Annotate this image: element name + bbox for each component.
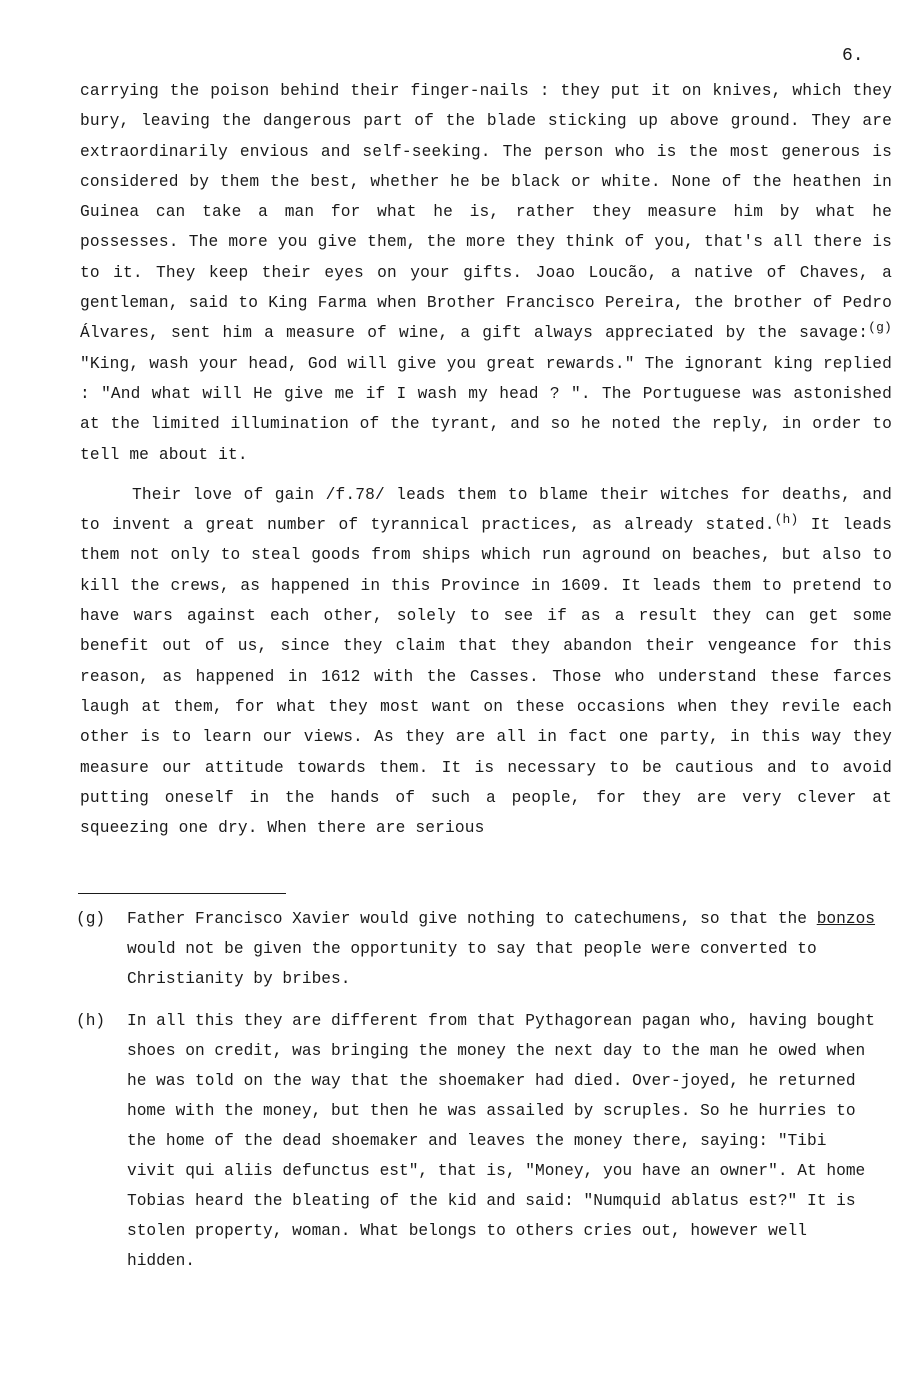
paragraph-1-text-b: "King, wash your head, God will give you great rewards." The ignorant king replied : "And what will He give me if I wash my head ? ". The Portuguese was astonished at the limited illumination of the tyrant, and so he noted the reply, in order to tell me about it. <box>80 354 892 464</box>
footnote-g-text-before: Father Francisco Xavier would give nothing to catechumens, so that the <box>127 910 807 928</box>
footnote-separator <box>78 893 286 894</box>
footnote-g <box>76 904 876 994</box>
note-ref-h: (h) <box>774 512 799 528</box>
paragraph-2-text-b: It leads them not only to steal goods from ships which run aground on beaches, but also to kill the crews, as happened in this Province in 1609. It leads them to pretend to have wars against each other, solely to see if as a result they can get some benefit out of us, since they claim that they abandon their vengeance for this reason, as happened in 1612 with the Casses. Those who understand these farces laugh at them, for what they most want on these occasions when they revile each other is to learn our views. As they are all in fact one party, in this way they measure our attitude towards them. It is necessary to be cautious and to avoid putting oneself in the hands of such a people, for they are very clever at squeezing one dry. When there are serious <box>80 516 892 838</box>
note-ref-g: (g) <box>868 320 892 336</box>
paragraph-1-text-a: carrying the poison behind their finger-nails : they put it on knives, which they bury, leaving the dangerous part of the blade sticking up above ground. They are extraordinarily envious and self-seeking. The person who is the most generous is considered by them the best, whether he be black or white. None of the heathen in Guinea can take a man for what he is, rather they measure him by what he possesses. The more you give them, the more they think of you, that's all there is to it. They keep their eyes on your gifts. Joao Loucão, a native of Chaves, a gentleman, said to King Farma when Brother Francisco Pereira, the brother of Pedro Álvares, sent him a measure of wine, a gift always appreciated by the savage: <box>80 82 892 343</box>
footnote-g-text <box>127 904 876 994</box>
footnote-g-marker: (g) <box>76 910 106 928</box>
page-number: 6. <box>842 46 864 66</box>
paragraph-2 <box>80 480 892 844</box>
footnote-h <box>76 1006 876 1276</box>
footnote-h-text: In all this they are different from that Pythagorean pagan who, having bought shoes on credit, was bringing the money the next day to the man he owed when he was told on the way that the shoemaker had died. Over-joyed, he returned home with the money, but then he was assailed by scruples. So he hurries to the home of the dead shoemaker and leaves the money there, saying: "Tibi vivit qui aliis defunctus est", that is, "Money, you have an owner". At home Tobias heard the bleating of the kid and said: "Numquid ablatus est?" It is stolen property, woman. What belongs to others cries out, however well hidden. <box>127 1012 875 1270</box>
footnotes <box>76 904 876 1276</box>
footnote-h-marker: (h) <box>76 1012 106 1030</box>
footnote-g-text-after: would not be given the opportunity to say that people were converted to Christianity by bribes. <box>127 940 817 988</box>
paragraph-2-text-a: Their love of gain /f.78/ leads them to blame their witches for deaths, and to invent a great number of tyrannical practices, as already stated. <box>80 485 892 535</box>
main-text <box>80 76 892 843</box>
paragraph-1 <box>80 76 892 470</box>
footnote-g-underlined-word: bonzos <box>816 910 876 928</box>
